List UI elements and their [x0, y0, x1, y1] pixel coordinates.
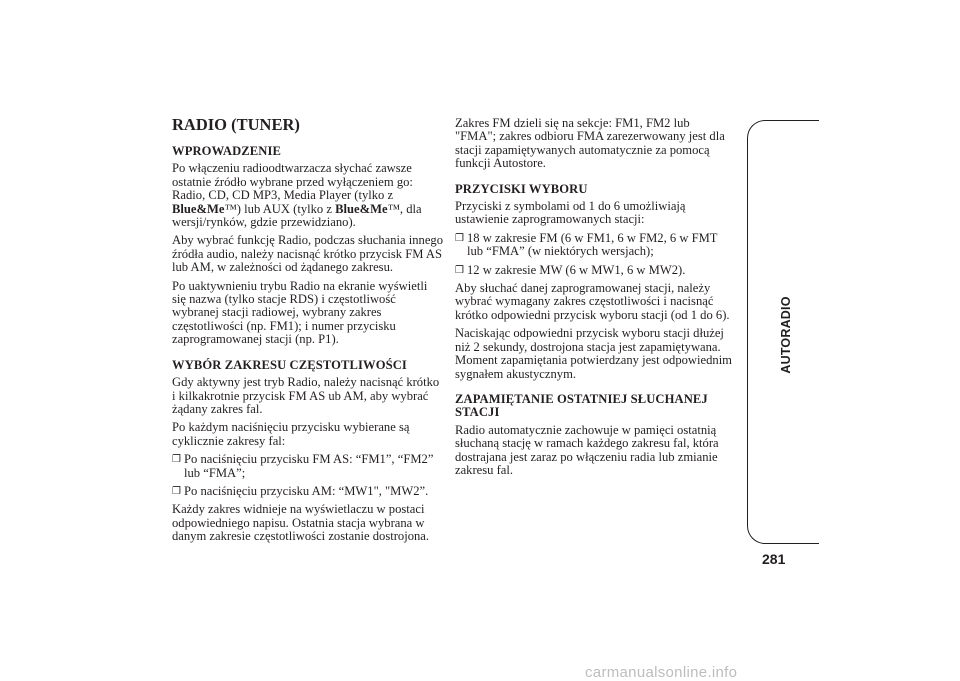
paragraph-band-1: Gdy aktywny jest tryb Radio, należy nacisnąć krótko i kilkakrotnie przycisk FM AS ub AM, aby wybrać żądany zakres fal. [172, 375, 440, 416]
chapter-tab-label: AUTORADIO [779, 296, 793, 374]
paragraph-preset-2: Aby słuchać danej zaprogramowanej stacji, należy wybrać wymagany zakres częstotliwości i nacisnąć krótko odpowiedni przycisk wyboru stacji (od 1 do 6). [455, 281, 730, 322]
section-heading-band-selection: WYBÓR ZAKRESU CZĘSTOTLIWOŚCI [172, 357, 407, 372]
page-title: RADIO (TUNER) [172, 115, 300, 134]
list-item: ❒ 18 w zakresie FM (6 w FM1, 6 w FM2, 6 w FMT lub “FMA” (w niektórych wersjach); [455, 230, 718, 259]
paragraph-intro-2: Aby wybrać funkcję Radio, podczas słuchania innego źródła audio, należy nacisnąć krótko przycisk FM AS lub AM, w zależności od żądanego zakresu. [172, 233, 444, 275]
left-column [172, 116, 444, 549]
list-item: ❒ 12 w zakresie MW (6 w MW1, 6 w MW2). [455, 262, 686, 277]
paragraph-band-3: Każdy zakres widnieje na wyświetlaczu w postaci odpowiedniego napisu. Ostatnia stacja wybrana w danym zakresie częstotliwości zostanie dostrojona. [172, 502, 430, 544]
section-heading-preset-buttons: PRZYCISKI WYBORU [455, 181, 588, 196]
page-number: 281 [762, 551, 786, 567]
bullet-box-icon: ❒ [455, 232, 464, 244]
list-item: ❒ Po naciśnięciu przycisku AM: “MW1", "MW2”. [172, 483, 429, 498]
list-item: ❒ Po naciśnięciu przycisku FM AS: “FM1”, “FM2” lub “FMA”; [172, 452, 434, 480]
paragraph-last-station: Radio automatycznie zachowuje w pamięci ostatnią słuchaną stację w ramach każdego zakresu fal, która dostrajana jest zaraz po włączeniu radia lub zmianie zakresu fal. [455, 422, 719, 477]
section-heading-last-station: ZAPAMIĘTANIE OSTATNIEJ SŁUCHANEJ STACJI [455, 391, 708, 420]
paragraph-intro-3: Po uaktywnieniu trybu Radio na ekranie wyświetli się nazwa (tylko stacje RDS) i częstotliwość wybranej stacji radiowej, wybrany zakres częstotliwości (np. FM1); i numer przycisku zaprogramowanej stacji (np. P1). [172, 278, 428, 347]
paragraph-band-2: Po każdym naciśnięciu przycisku wybierane są cyklicznie zakresy fal: [172, 420, 410, 448]
right-column [455, 117, 733, 482]
section-heading-introduction: WPROWADZENIE [172, 144, 281, 158]
paragraph-preset-3: Naciskając odpowiedni przycisk wyboru stacji dłużej niż 2 sekundy, dostrojona stacja jest zapamiętywana. Moment zapamiętania potwierdzany jest odpowiednim sygnałem akustycznym. [455, 326, 732, 381]
bullet-box-icon: ❒ [172, 454, 181, 466]
paragraph-intro-1: Po włączeniu radioodtwarzacza słychać zawsze ostatnie źródło wybrane przed wyłączeniem go: Radio, CD, CD MP3, Media Player (tylko z Blue&Me™) lub AUX (tylko z Blue&Me™, dla wersji/rynków, gdzie przewidziano). [172, 161, 422, 230]
watermark: carmanualsonline.info [585, 664, 738, 681]
paragraph-preset-1: Przyciski z symbolami od 1 do 6 umożliwiają ustawienie zaprogramowanych stacji: [455, 199, 686, 227]
bullet-box-icon: ❒ [172, 485, 181, 497]
paragraph-fm-sections: Zakres FM dzieli się na sekcje: FM1, FM2 lub "FMA"; zakres odbioru FMA zarezerwowany jest dla stacji zapamiętywanych automatycznie za pomocą funkcji Autostore. [455, 116, 725, 171]
bullet-box-icon: ❒ [455, 264, 464, 276]
